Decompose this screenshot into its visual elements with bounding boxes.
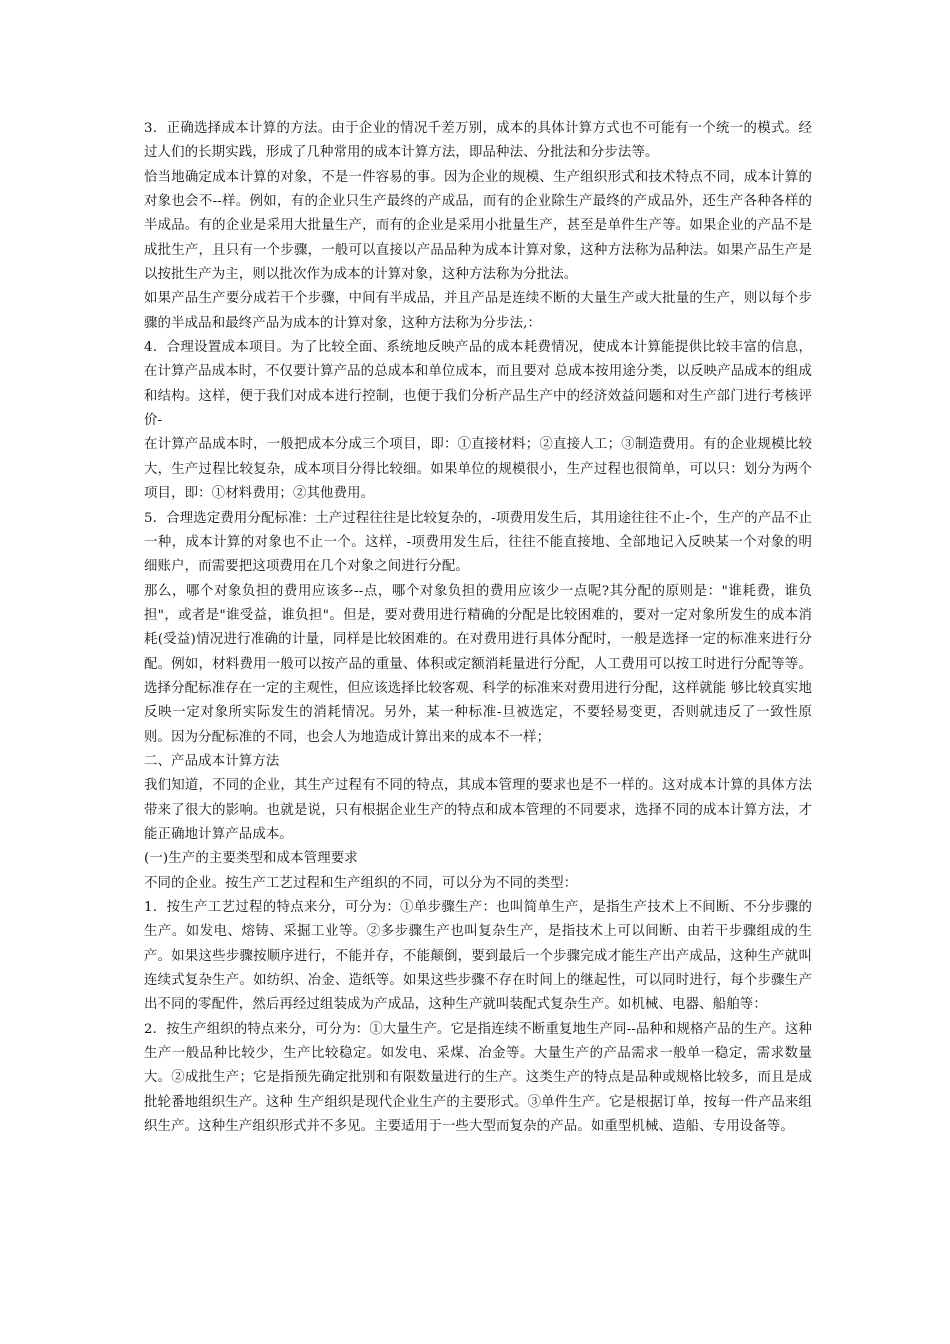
paragraph-process-types: 1．按生产工艺过程的特点来分，可分为：①单步骤生产：也叫简单生产，是指生产技术上不间断、不分步骤的生产。如发电、熔铸、采掘工业等。②多步骤生产也叫复杂生产，是指技术上可以间断、由若干步骤组成的生产。如果这些步骤按顺序进行，不能并存，不能颠倒，要到最后一个步骤完成才能生产出产成品，这种生产就叫连续式复杂生产。如纺织、冶金、造纸等。如果这些步骤不存在时间上的继起性，可以同时进行，每个步骤生产出不同的零配件，然后再经过组装成为产成品，这种生产就叫装配式复杂生产。如机械、电器、船舶等： xyxy=(144,900,812,1013)
paragraph-calc-method: 3．正确选择成本计算的方法。由于企业的情况千差万别，成本的具体计算方式也不可能有一个统一的模式。经过人们的长期实践，形成了几种常用的成本计算方法，即品种法、分批法和分步法等。 xyxy=(144,121,812,161)
paragraph-types-intro: 不同的企业。按生产工艺过程和生产组织的不同，可以分为不同的类型： xyxy=(144,875,578,891)
paragraph-intro-methods: 我们知道，不同的企业，其生产过程有不同的特点，其成本管理的要求也是不一样的。这对成本计算的具体方法带来了很大的影响。也就是说，只有根据企业生产的特点和成本管理的不同要求，选择不同的成本计算方法，才能正确地计算产品成本。 xyxy=(144,778,812,842)
subsection-heading-production-types: (一)生产的主要类型和成本管理要求 xyxy=(144,851,358,867)
paragraph-cost-items: 4．合理设置成本项目。为了比较全面、系统地反映产品的成本耗费情况，使成本计算能提供比较丰富的信息，在计算产品成本时，不仅要计算产品的总成本和单位成本，而且要对 总成本按用途分类，以反映产品成本的组成和结构。这样，便于我们对成本进行控制，也便于我们分析产品生产中的经济效益问题和对生产部门进行考核评价- xyxy=(144,340,812,429)
paragraph-step-method: 如果产品生产要分成若干个步骤，中间有半成品，并且产品是连续不断的大量生产或大批量的生产，则以每个步骤的半成品和最终产品为成本的计算对象，这种方法称为分步法,： xyxy=(144,291,812,331)
paragraph-calc-object: 恰当地确定成本计算的对象，不是一件容易的事。因为企业的规模、生产组织形式和技术特点不同，成本计算的对象也会不--样。例如，有的企业只生产最终的产成品，而有的企业除生产最终的产成品外，还生产各种各样的半成品。有的企业是采用大批量生产，而有的企业是采用小批量生产，甚至是单件生产等。如果企业的产品不是成批生产，且只有一个步骤，一般可以直接以产品品种为成本计算对象，这种方法称为品种法。如果产品生产是以按批生产为主，则以批次作为成本的计算对象，这种方法称为分批法。 xyxy=(144,169,812,283)
paragraph-allocation-standard: 5．合理选定费用分配标准：土产过程往往是比较复杂的，-项费用发生后，其用途往往不止-个，生产的产品不止一种，成本计算的对象也不止一个。这样，-项费用发生后，往往不能直接地、全部地记入反映某一个对象的明细账户，而需要把这项费用在几个对象之间进行分配。 xyxy=(144,510,812,575)
paragraph-organization-types: 2．按生产组织的特点来分，可分为：①大量生产。它是指连续不断重复地生产同--品种和规格产品的生产。这种生产一般品种比较少，生产比较稳定。如发电、采煤、冶金等。大量生产的产品需求一般单一稳定，需求数量大。②成批生产；它是指预先确定批别和有限数量进行的生产。这类生产的特点是品种或规格比较多，而且是成批轮番地组织生产。这种 生产组织是现代企业生产的主要形式。③单件生产。它是根据订单，按每一件产品来组织生产。这种生产组织形式并不多见。主要适用于一些大型而复杂的产品。如重型机械、造船、专用设备等。 xyxy=(144,1021,812,1135)
document-page xyxy=(144,117,812,1139)
section-heading-calc-methods: 二、产品成本计算方法 xyxy=(144,753,280,769)
paragraph-allocation-principle: 那么，哪个对象负担的费用应该多--点，哪个对象负担的费用应该少一点呢?其分配的原则是："谁耗费，谁负担"，或者是"谁受益，谁负担"。但是，要对费用进行精确的分配是比较困难的，要对一定对象所发生的成本消耗(受益)情况进行准确的计量，同样是比较困难的。在对费用进行具体分配时，一般是选择一定的标准来进行分配。例如，材料费用一般可以按产品的重量、体积或定额消耗量进行分配，人工费用可以按工时进行分配等等。选择分配标准存在一定的主观性，但应该选择比较客观、科学的标准来对费用进行分配，这样就能 够比较真实地反映一定对象所实际发生的消耗情况。另外，某一种标准-旦被选定，不要轻易变更，否则就违反了一致性原则。因为分配标准的不同，也会人为地造成计算出来的成本不一样； xyxy=(144,583,812,745)
paragraph-three-items: 在计算产品成本时，一般把成本分成三个项目，即：①直接材料；②直接人工；③制造费用。有的企业规模比较大，生产过程比较复杂，成本项目分得比较细。如果单位的规模很小，生产过程也很简单，可以只：划分为两个项目，即：①材料费用；②其他费用。 xyxy=(144,437,812,502)
